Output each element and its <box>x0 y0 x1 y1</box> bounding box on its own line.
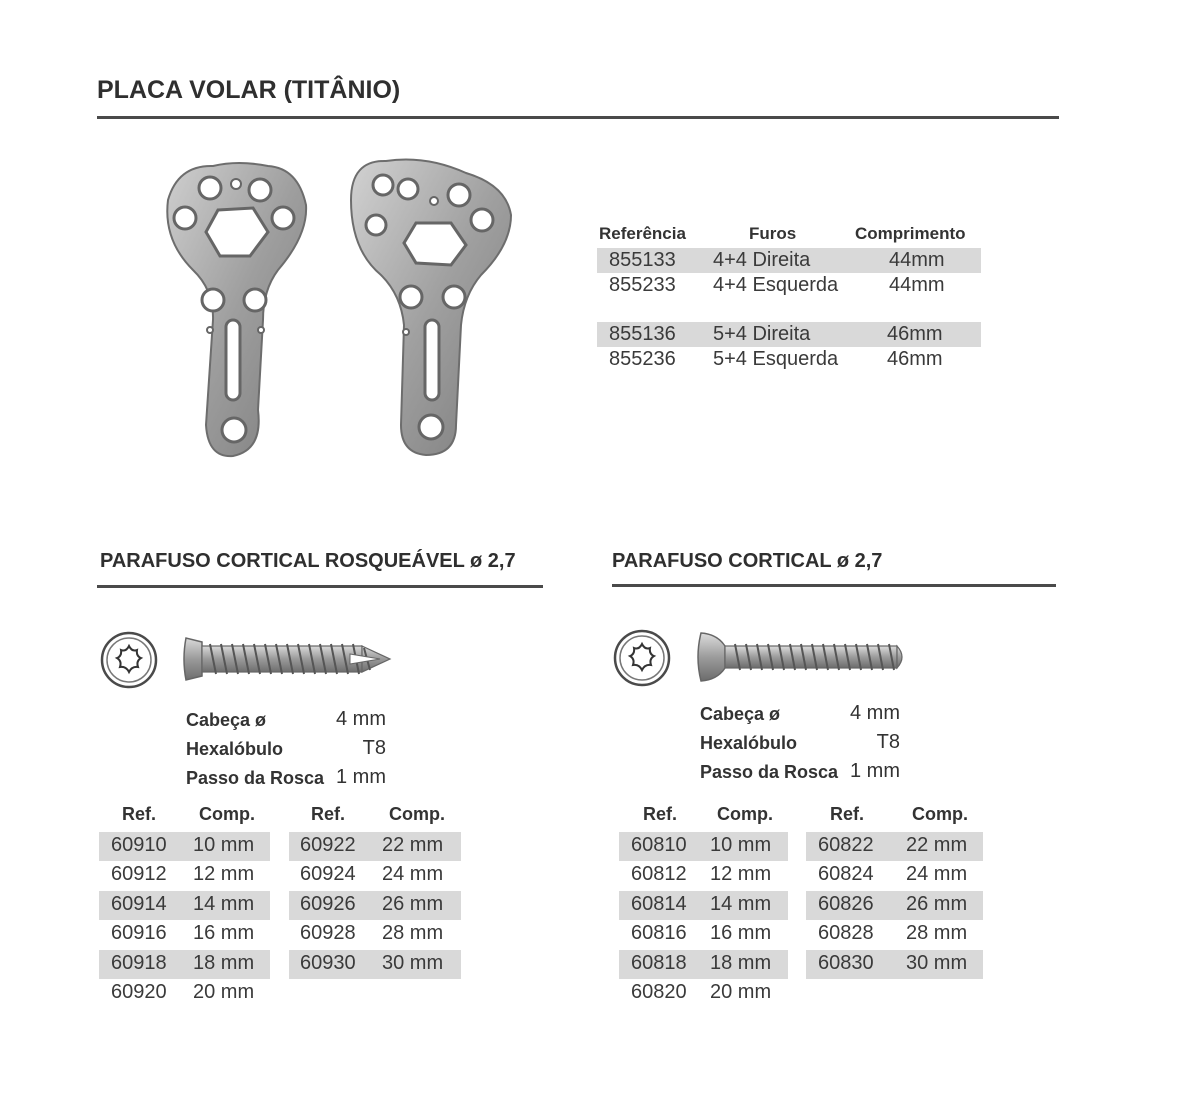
spec-value: T8 <box>362 737 386 759</box>
spec-value: 4 mm <box>850 702 900 724</box>
ref-cell: 60910 <box>111 834 167 856</box>
cortical-screw-image <box>695 628 910 686</box>
table-row <box>619 861 788 890</box>
screw-right-specs <box>700 701 900 788</box>
spec-label: Passo da Rosca <box>700 762 839 782</box>
screw-left-title: PARAFUSO CORTICAL ROSQUEÁVEL ø 2,7 <box>100 550 516 572</box>
table-row <box>99 950 270 979</box>
comp-cell: 30 mm <box>906 951 968 974</box>
ref-table-header <box>806 802 983 832</box>
table-row <box>99 832 270 861</box>
ref-cell: 60930 <box>300 951 356 974</box>
table-row <box>289 920 461 949</box>
volar-plate-left-image <box>346 155 521 465</box>
header-comp: Comp. <box>389 804 445 824</box>
ref-cell: 60916 <box>111 922 167 945</box>
header-ref: Ref. <box>830 804 865 824</box>
spec-row <box>186 765 386 794</box>
comp-cell: 12 mm <box>710 863 772 886</box>
table-row <box>619 979 788 1008</box>
plate-length: 46mm <box>887 323 943 345</box>
spec-value: 1 mm <box>850 760 900 782</box>
header-length: Comprimento <box>855 224 966 243</box>
comp-cell: 22 mm <box>382 834 444 856</box>
table-row <box>289 950 461 979</box>
table-row <box>289 861 461 890</box>
comp-cell: 10 mm <box>710 834 772 856</box>
comp-cell: 26 mm <box>906 892 968 915</box>
plate-length: 44mm <box>889 274 945 296</box>
spec-value: 4 mm <box>336 708 386 730</box>
comp-cell: 18 mm <box>193 951 255 974</box>
ref-cell: 60926 <box>300 892 356 915</box>
ref-cell: 60816 <box>631 922 687 945</box>
hexalobular-drive-icon <box>612 628 672 688</box>
table-row <box>806 832 983 861</box>
hexalobular-drive-icon <box>99 630 159 690</box>
screw-right-ref-table-2 <box>806 802 983 979</box>
comp-cell: 10 mm <box>193 834 255 856</box>
screw-left-specs <box>186 707 386 794</box>
screw-left-ref-table-2 <box>289 802 461 979</box>
self-tapping-cortical-screw-image <box>180 632 395 687</box>
ref-cell: 60928 <box>300 922 356 945</box>
table-row <box>619 950 788 979</box>
plate-table-header <box>597 222 981 248</box>
plate-holes: 4+4 Esquerda <box>713 274 839 296</box>
spec-label: Hexalóbulo <box>186 739 284 759</box>
table-row <box>619 920 788 949</box>
spec-row <box>186 736 386 765</box>
table-row <box>806 891 983 920</box>
plate-holes: 5+4 Esquerda <box>713 348 839 370</box>
spec-label: Passo da Rosca <box>186 768 325 788</box>
ref-cell: 60810 <box>631 834 687 856</box>
header-ref: Ref. <box>122 804 157 824</box>
ref-cell: 60914 <box>111 892 167 915</box>
comp-cell: 20 mm <box>193 980 255 1003</box>
volar-plate-right-image <box>158 160 318 460</box>
comp-cell: 30 mm <box>382 951 444 974</box>
spec-label: Cabeça ø <box>700 704 781 724</box>
ref-cell: 60922 <box>300 834 356 856</box>
ref-cell: 60818 <box>631 951 687 974</box>
ref-cell: 60828 <box>818 922 874 945</box>
screw-right-title: PARAFUSO CORTICAL ø 2,7 <box>612 550 883 572</box>
table-row <box>806 861 983 890</box>
spec-row <box>700 701 900 730</box>
comp-cell: 20 mm <box>710 980 772 1003</box>
header-comp: Comp. <box>717 804 773 824</box>
spec-value: T8 <box>876 731 900 753</box>
table-row <box>99 861 270 890</box>
ref-cell: 60812 <box>631 863 687 886</box>
header-comp: Comp. <box>912 804 968 824</box>
plate-row <box>597 322 981 347</box>
ref-cell: 60918 <box>111 951 167 974</box>
spec-row <box>700 730 900 759</box>
ref-cell: 60826 <box>818 892 874 915</box>
plate-section-rule <box>97 116 1059 119</box>
plate-ref: 855136 <box>609 323 676 345</box>
table-row <box>289 832 461 861</box>
plate-ref: 855236 <box>609 348 676 370</box>
table-row <box>619 832 788 861</box>
comp-cell: 14 mm <box>193 892 255 915</box>
plate-length: 44mm <box>889 249 945 271</box>
table-row <box>99 920 270 949</box>
spec-label: Hexalóbulo <box>700 733 798 753</box>
screw-right-rule <box>612 584 1056 587</box>
screw-left-ref-table-1 <box>99 802 270 1008</box>
plate-ref: 855233 <box>609 274 676 296</box>
ref-table-header <box>289 802 461 832</box>
ref-table-header <box>99 802 270 832</box>
table-row <box>99 979 270 1008</box>
header-holes: Furos <box>749 224 797 243</box>
comp-cell: 24 mm <box>382 863 444 886</box>
spec-label: Cabeça ø <box>186 710 267 730</box>
plate-section-title: PLACA VOLAR (TITÂNIO) <box>97 76 401 104</box>
ref-cell: 60912 <box>111 863 167 886</box>
table-row <box>806 920 983 949</box>
ref-cell: 60920 <box>111 980 167 1003</box>
table-row <box>619 891 788 920</box>
ref-cell: 60924 <box>300 863 356 886</box>
comp-cell: 16 mm <box>710 922 772 945</box>
screw-left-rule <box>97 585 543 588</box>
comp-cell: 12 mm <box>193 863 255 886</box>
comp-cell: 28 mm <box>906 922 968 945</box>
header-ref: Referência <box>599 224 686 243</box>
plate-row <box>597 273 981 298</box>
plate-row <box>597 248 981 273</box>
comp-cell: 14 mm <box>710 892 772 915</box>
plate-table <box>597 222 981 372</box>
ref-cell: 60824 <box>818 863 874 886</box>
ref-table-header <box>619 802 788 832</box>
plate-row <box>597 347 981 372</box>
comp-cell: 26 mm <box>382 892 444 915</box>
table-row <box>289 891 461 920</box>
plate-holes: 4+4 Direita <box>713 249 811 271</box>
table-row <box>99 891 270 920</box>
comp-cell: 22 mm <box>906 834 968 856</box>
spec-row <box>700 759 900 788</box>
comp-cell: 24 mm <box>906 863 968 886</box>
header-ref: Ref. <box>311 804 346 824</box>
comp-cell: 18 mm <box>710 951 772 974</box>
plate-length: 46mm <box>887 348 943 370</box>
ref-cell: 60820 <box>631 980 687 1003</box>
plate-holes: 5+4 Direita <box>713 323 811 345</box>
header-ref: Ref. <box>643 804 678 824</box>
plate-ref: 855133 <box>609 249 676 271</box>
comp-cell: 28 mm <box>382 922 444 945</box>
comp-cell: 16 mm <box>193 922 255 945</box>
spec-row <box>186 707 386 736</box>
table-row <box>806 950 983 979</box>
header-comp: Comp. <box>199 804 255 824</box>
spec-value: 1 mm <box>336 766 386 788</box>
screw-right-ref-table-1 <box>619 802 788 1008</box>
ref-cell: 60814 <box>631 892 687 915</box>
ref-cell: 60830 <box>818 951 874 974</box>
ref-cell: 60822 <box>818 834 874 856</box>
